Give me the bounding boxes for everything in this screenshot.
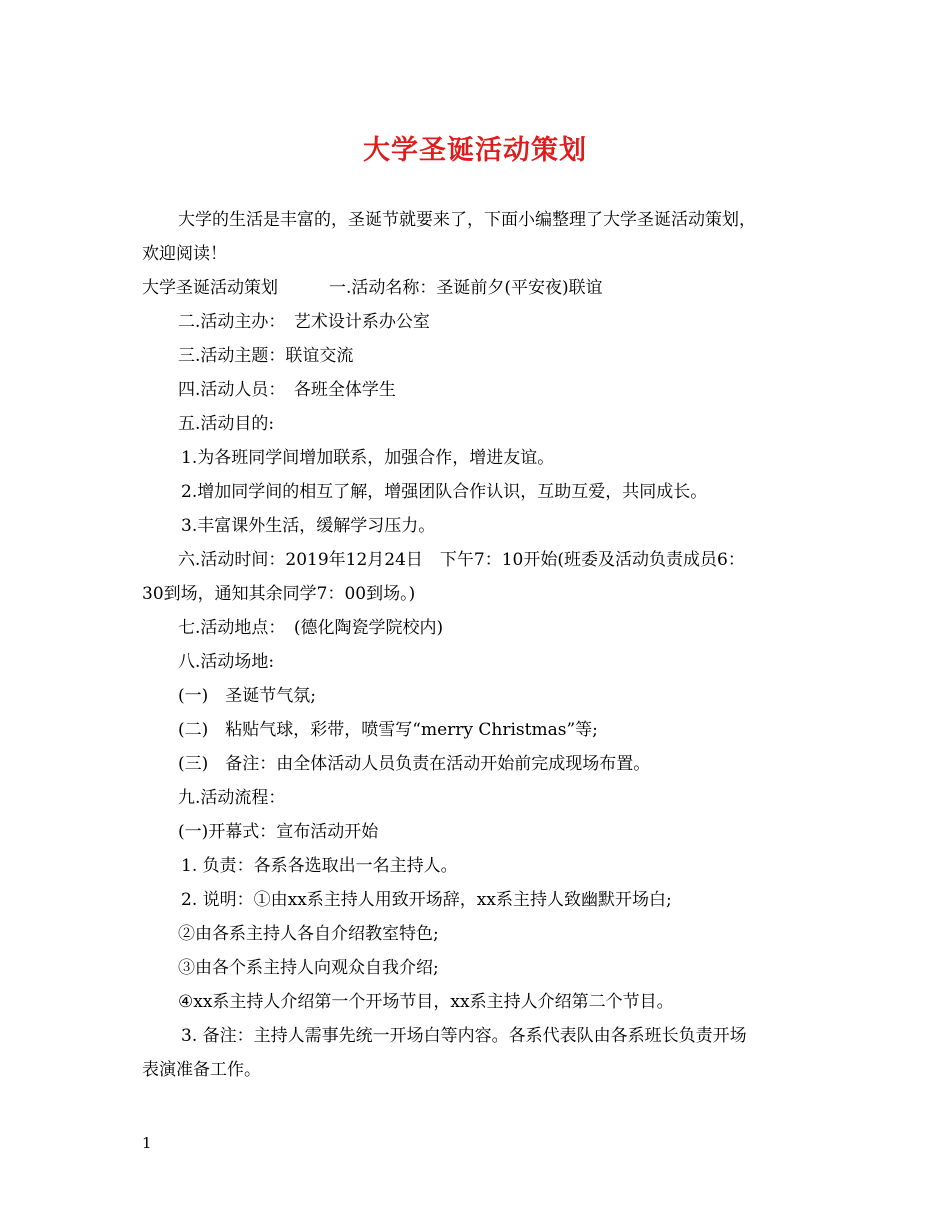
opening-item-2: 2. 说明：①由xx系主持人用致开场辞，xx系主持人致幽默开场白; (181, 890, 672, 910)
section-4-participants: 四.活动人员： 各班全体学生 (178, 380, 396, 400)
purpose-item-1: 1.为各班同学间增加联系，加强合作，增进友谊。 (181, 448, 555, 468)
intro-line-1: 大学的生活是丰富的，圣诞节就要来了，下面小编整理了大学圣诞活动策划， (178, 210, 756, 230)
opening-item-3-cont: 表演准备工作。 (142, 1060, 261, 1080)
purpose-item-3: 3.丰富课外生活，缓解学习压力。 (181, 516, 436, 536)
section-1-name: 大学圣诞活动策划 一.活动名称：圣诞前夕(平安夜)联谊 (142, 278, 603, 298)
section-8-venue: 八.活动场地: (178, 652, 275, 672)
opening-item-1: 1. 负责：各系各选取出一名主持人。 (181, 856, 458, 876)
section-2-organizer: 二.活动主办： 艺术设计系办公室 (178, 312, 430, 332)
purpose-item-2: 2.增加同学间的相互了解，增强团队合作认识，互助互爱，共同成长。 (181, 482, 708, 502)
section-5-purpose: 五.活动目的: (178, 414, 275, 434)
page-number: 1 (142, 1134, 152, 1152)
section-3-theme: 三.活动主题：联谊交流 (178, 346, 354, 366)
section-7-location: 七.活动地点： (德化陶瓷学院校内) (178, 618, 444, 638)
venue-item-1: (一) 圣诞节气氛; (178, 686, 316, 706)
flow-opening: (一)开幕式：宣布活动开始 (178, 822, 379, 842)
section-6-time-cont: 30到场，通知其余同学7：00到场。) (142, 584, 416, 604)
section-6-time: 六.活动时间：2019年12月24日 下午7：10开始(班委及活动负责成员6： (178, 550, 745, 570)
page-title: 大学圣诞活动策划 (363, 135, 587, 166)
venue-item-3: (三) 备注：由全体活动人员负责在活动开始前完成现场布置。 (178, 754, 651, 774)
section-9-flow: 九.活动流程： (178, 788, 286, 808)
opening-item-2-sub-3: ③由各个系主持人向观众自我介绍; (178, 958, 439, 978)
opening-item-3: 3. 备注：主持人需事先统一开场白等内容。各系代表队由各系班长负责开场 (181, 1026, 747, 1046)
venue-item-2: (二) 粘贴气球，彩带，喷雪写“merry Christmas”等; (178, 720, 598, 740)
opening-item-2-sub-4: ④xx系主持人介绍第一个开场节目，xx系主持人介绍第二个节目。 (178, 992, 674, 1012)
opening-item-2-sub-2: ②由各系主持人各自介绍教室特色; (178, 924, 439, 944)
intro-line-2: 欢迎阅读！ (142, 244, 227, 264)
